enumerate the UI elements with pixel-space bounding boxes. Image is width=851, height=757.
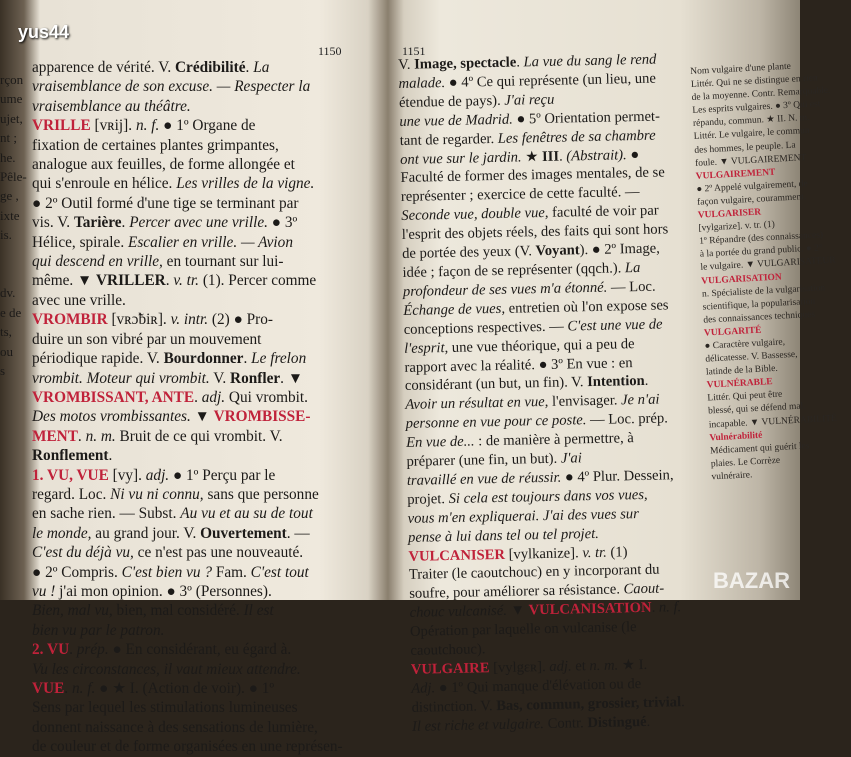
text-run: profondeur de ses vues m'a étonné. [402, 279, 608, 300]
text-run: Ni vu ni connu, [110, 485, 204, 503]
headword: MENT [32, 427, 78, 445]
text-run: représenter ; exercice de cette faculté. — [400, 184, 640, 206]
right-page-column [398, 50, 710, 737]
text-run: idée ; façon de se représenter (qqch.). [402, 260, 626, 281]
text-run: Tarière [73, 214, 122, 232]
text-run: considérant (un but, un fin). V. [404, 374, 588, 395]
text-line [32, 388, 350, 407]
text-run: . ▼ [280, 369, 303, 387]
text-run: n. f. [71, 680, 96, 697]
text-run: caoutchouc). [410, 641, 486, 659]
text-run: fixation de certaines plantes grimpantes, [32, 136, 279, 154]
margin-line: Littér. Le vulgaire, le commun [693, 126, 810, 143]
text-run: ▼ [506, 602, 529, 620]
text-run: Sens par lequel les stimulations lumineuses [32, 699, 298, 717]
margin-line: le vulgaire. ▼ VULGARISATEUR [700, 256, 837, 274]
text-run: vraisemblance au théâtre. [32, 97, 191, 115]
text-run: La [624, 259, 641, 277]
margin-line: [vylgarize]. v. tr. (1) [698, 219, 776, 234]
page-number-right: 1151 [402, 44, 426, 58]
text-run: Traiter (le caoutchouc) en y incorporant du [408, 562, 660, 584]
text-run: . [644, 373, 649, 390]
text-run: Hélice, spirale. [32, 233, 128, 251]
text-run: . [108, 447, 113, 465]
text-run: avec une vrille. [32, 291, 126, 309]
text-run: chouc vulcanisé. [409, 603, 508, 622]
margin-headword: VULGAIREMENT [695, 167, 776, 182]
headword: VROMBISSE- [213, 408, 311, 426]
margin-fragment: ujet, [0, 110, 23, 126]
margin-line: ● 2º Appelé vulgairement, de [696, 178, 808, 195]
text-run: Faculté de former des images mentales, de se [400, 164, 665, 187]
text-run: vu ! [32, 582, 56, 600]
text-line [32, 563, 350, 582]
text-line [32, 213, 350, 232]
text-line [32, 155, 350, 174]
text-run: . [64, 680, 72, 697]
text-run: J'ai reçu [504, 91, 555, 109]
text-line [32, 698, 350, 717]
text-run: Bas, commun, grossier, trivial [496, 694, 682, 714]
text-run: j'ai mon opinion. ● 3º (Personnes). [55, 582, 272, 600]
text-run: ★ I. [618, 656, 648, 674]
text-run: . — [286, 524, 310, 542]
text-line [32, 427, 350, 446]
text-line [32, 136, 350, 155]
text-run: — Loc. [607, 278, 656, 296]
text-line [32, 446, 350, 465]
headword: VULCANISER [408, 546, 506, 565]
text-run: même. ▼ [32, 272, 96, 290]
text-run: Escalier en vrille. — Avion [128, 233, 293, 251]
text-line [32, 660, 350, 679]
text-run: [vʀij]. [90, 117, 136, 135]
text-run: Seconde vue, double vue, [401, 205, 549, 225]
text-run: vrombit. Moteur qui vrombit. [32, 369, 210, 387]
text-run: : de manière à permettre, à [474, 430, 634, 450]
right-margin-column [690, 60, 838, 484]
text-run: qui descend en vrille, [32, 253, 163, 271]
text-run: ● 2º Compris. [32, 563, 122, 581]
text-run: [vʀɔ̃biʀ]. [107, 311, 171, 329]
headword: VROMBISSANT, ANTE [32, 388, 195, 406]
text-run: . [651, 599, 660, 617]
margin-line: délicatesse. V. Bassesse, [705, 349, 798, 365]
text-line [32, 349, 350, 368]
margin-line: à la portée du grand public. ● 2º [699, 243, 823, 261]
text-run: ● 4º Plur. Dessein, [561, 467, 674, 486]
text-line [32, 737, 350, 756]
text-run: et [571, 658, 590, 675]
text-run: le monde, [32, 524, 92, 542]
text-run: tant de regarder. [399, 130, 498, 149]
margin-line: Littér. Qui peut être [707, 389, 783, 404]
left-margin-fragment [0, 70, 26, 381]
text-line [32, 543, 350, 562]
text-run: v. tr. [582, 544, 607, 561]
text-line [32, 504, 350, 523]
margin-line: des hommes, le peuple. La [694, 140, 796, 156]
bazar-watermark: BAZAR [713, 568, 790, 593]
text-run: C'est bien vu ? [121, 563, 212, 581]
text-run: Crédibilité [175, 59, 246, 76]
text-run: donnent naissance à des sensations de lumière, [32, 718, 318, 736]
text-run: Fam. [212, 563, 251, 581]
text-line [32, 58, 350, 77]
text-run: vis. V. [32, 214, 74, 232]
text-run: ● 1º Perçu par le [169, 466, 276, 484]
text-run: III [541, 148, 560, 165]
text-run: Caout- [623, 580, 665, 598]
text-run: entretien où l'on expose ses [504, 297, 669, 317]
page-number-left: 1150 [318, 44, 342, 58]
text-run: . [77, 427, 86, 445]
headword: VULCANISATION [528, 600, 652, 619]
text-run: En vue de... [405, 433, 475, 452]
text-run: soufre, pour améliorer sa résistance. [409, 581, 624, 603]
text-line [32, 640, 350, 659]
text-run: bien vu par le patron. [32, 621, 165, 639]
text-run: analogue aux feuilles, de forme allongée et [32, 156, 295, 174]
text-run: Image, spectacle [413, 54, 517, 73]
text-run: (Abstrait). [566, 146, 627, 165]
text-run: Bien, mal vu, [32, 602, 113, 620]
text-run: adj. [549, 658, 572, 675]
margin-line: plaies. Le Corrèze [710, 455, 781, 470]
text-run: . [165, 272, 174, 290]
text-run: l'envisager. [548, 392, 622, 411]
text-run: pense à lui dans tel ou tel projet. [407, 525, 599, 546]
text-run: . [194, 388, 202, 406]
margin-fragment: is. [0, 227, 12, 243]
text-run: malade. [398, 74, 446, 92]
text-run: regard. Loc. [32, 485, 111, 503]
text-run: Adj. [411, 680, 436, 697]
text-run: C'est tout [250, 563, 309, 581]
text-run: Ronfler [230, 369, 281, 387]
text-run: La vue du sang le rend [523, 51, 657, 71]
text-run: projet. [407, 490, 449, 508]
text-run: — Loc. prép. [586, 410, 669, 429]
text-run: La [253, 59, 270, 76]
text-run: . [516, 54, 524, 71]
text-run: prép. [76, 641, 109, 659]
text-run: n. f. [135, 117, 160, 135]
headword: VRILLE [32, 117, 91, 135]
margin-line: répandu, commun. ★ II. N. m. [692, 113, 810, 130]
text-run: V. [398, 56, 415, 73]
text-run: n. m. [589, 657, 619, 675]
margin-line: 1º Répandre (des connaissances) [698, 230, 824, 247]
text-run: (1). Percer comme [199, 272, 317, 290]
text-run: (1) [606, 543, 628, 561]
text-run: personne en vue pour ce poste. [405, 412, 587, 433]
text-line [32, 252, 350, 271]
text-line [32, 679, 350, 698]
text-run: Percer avec une vrille. [129, 214, 268, 232]
text-run: Intention [586, 373, 645, 391]
margin-headword: VULGARITÉ [703, 325, 762, 339]
text-run: v. tr. [173, 272, 199, 290]
text-run: adj. [145, 466, 170, 484]
text-run: ● ★ I. (Action de voir). ● 1º [95, 680, 275, 697]
text-run: bien, mal considéré. [112, 602, 244, 620]
text-run: Il est riche et vulgaire. [411, 715, 545, 735]
margin-headword: VULNÉRABLE [706, 377, 773, 391]
text-run: . [69, 641, 77, 659]
headword: VULGAIRE [410, 660, 490, 678]
text-run: Si cela est toujours dans vos vues, [448, 486, 648, 507]
text-run: . [558, 148, 567, 165]
text-run: ● [626, 146, 640, 163]
text-line [32, 407, 350, 426]
text-run: périodique rapide. V. [32, 350, 164, 368]
text-line [32, 174, 350, 193]
text-line [32, 330, 350, 349]
text-run: en tournant sur lui- [162, 253, 284, 271]
text-run: Bruit de ce qui vrombit. V. [115, 427, 283, 445]
text-run: ▼ [190, 408, 214, 426]
text-run: préparer (une fin, un but). [406, 450, 562, 470]
headword: 1. VU, VUE [32, 466, 109, 484]
headword: VUE [32, 680, 65, 697]
text-line [32, 718, 350, 737]
margin-headword: VULGARISER [697, 207, 762, 221]
margin-fragment: nt ; [0, 130, 17, 146]
margin-line: incapable. ▼ VULNÉRABILITÉ [708, 413, 838, 431]
text-run: . [121, 214, 130, 232]
text-run: apparence de vérité. V. [32, 59, 175, 76]
text-run: Contr. [543, 714, 588, 732]
margin-fragment: Pêle- [0, 169, 27, 185]
text-run: Échange de vues, [403, 300, 506, 319]
text-run: Vu les circonstances, il vaut mieux attendre. [32, 660, 301, 678]
text-run: de portée des yeux (V. [401, 243, 536, 263]
text-run: vous m'en expliquerai. J'ai des vues sur [407, 505, 639, 527]
text-run: [vylkanize]. [504, 544, 583, 563]
margin-fragment: ixte [0, 207, 20, 223]
text-run: n. f. [658, 599, 682, 616]
text-run: ● 2º Outil formé d'une tige se terminant par [32, 194, 299, 212]
margin-line: latinde de la Bible. [705, 363, 779, 378]
margin-fragment: e de [0, 304, 22, 320]
margin-fragment: ou [0, 343, 13, 359]
text-run: Opération par laquelle on vulcanise (le [409, 619, 637, 641]
text-run: Il est [243, 602, 274, 620]
text-run: Le frelon [251, 350, 307, 368]
text-run: une vue théorique, qui a peu de [448, 335, 635, 356]
text-line [32, 485, 350, 504]
text-run: C'est du déjà vu, [32, 544, 134, 562]
margin-line: Médicament qui guérit les [709, 440, 810, 457]
text-run: duire un son vibré par un mouvement [32, 330, 262, 348]
text-run: Ronflement [32, 447, 109, 465]
text-run: ce n'est pas une nouveauté. [133, 544, 304, 562]
text-run: V. [209, 369, 231, 387]
margin-line: ● Caractère vulgaire, [704, 337, 786, 352]
text-run: Bourdonner [163, 350, 244, 368]
margin-line: vulnéraire. [711, 470, 753, 483]
text-run: Au vu et au su de tout [180, 505, 313, 523]
text-run: . [243, 350, 252, 368]
text-run: faculté de voir par [548, 202, 659, 222]
margin-line: des connaissances techniques [703, 309, 816, 326]
text-run: Distingué [587, 713, 647, 731]
text-line [32, 194, 350, 213]
text-run: Qui vrombit. [225, 388, 308, 406]
text-run: l'esprit, [403, 339, 449, 357]
margin-fragment: dv. [0, 285, 16, 301]
text-run: une vue de Madrid. [399, 111, 514, 130]
margin-fragment [0, 245, 26, 264]
text-run: travaillé en vue de réussir. [406, 469, 562, 489]
headword: VROMBIR [32, 311, 108, 329]
text-run: ont vue sur le jardin. [400, 148, 522, 168]
text-line [32, 621, 350, 640]
text-run: v. intr. [170, 311, 209, 329]
text-run: J'ai [560, 450, 582, 467]
margin-fragment: rçon [0, 72, 24, 87]
text-run: VRILLER [96, 272, 166, 290]
margin-fragment: he. [0, 149, 16, 165]
margin-line: façon vulgaire, couramment. [696, 192, 807, 208]
text-run: Les fenêtres de sa chambre [497, 127, 656, 147]
text-run: vraisemblance de son excuse. — Respecter la [32, 78, 311, 96]
text-run: Voyant [535, 242, 580, 260]
text-run: . [646, 713, 651, 730]
margin-fragment [0, 264, 26, 283]
text-run: ● 4º Ce qui représente (un lieu, une [445, 70, 657, 91]
text-line [32, 310, 350, 329]
text-run: ● 5º Orientation permet- [512, 108, 661, 128]
text-run: Je n'ai [620, 391, 660, 409]
text-run: ★ [521, 148, 543, 165]
text-line [32, 582, 350, 601]
text-run: Les vrilles de la vigne. [176, 175, 315, 193]
margin-headword: Vulnérabilité [709, 430, 763, 444]
text-run: de couleur et de forme organisées en une représen- [32, 738, 343, 756]
margin-line: Les esprits vulgaires. ● 3º Qui est [692, 99, 821, 117]
margin-fragment: ts, [0, 324, 12, 340]
margin-line: n. Spécialiste de la vulgarisation [701, 282, 826, 300]
margin-headword: VULGARISATION [701, 271, 783, 287]
text-run: distinction. V. [411, 697, 497, 716]
text-line [32, 601, 350, 620]
text-run: au grand jour. V. [91, 524, 201, 542]
text-run: C'est une vue de [567, 316, 663, 335]
margin-line: Littér. Qui ne se distingue en rien [690, 73, 818, 91]
text-run: . [680, 693, 685, 711]
text-run: adj. [201, 388, 226, 406]
margin-line: blessé, qui se défend mal. [707, 401, 806, 417]
text-run: étendue de pays). [398, 92, 505, 111]
text-run: ● 1º Organe de [159, 117, 256, 135]
text-run: ● En considérant, eu égard à. [108, 641, 292, 659]
text-line [32, 233, 350, 252]
margin-line: scientifique, la popularisation [702, 296, 816, 313]
text-run: . [245, 59, 254, 76]
text-line [32, 77, 350, 96]
text-run: ● 3º [267, 214, 298, 232]
text-line [32, 116, 350, 135]
text-run: n. m. [85, 427, 116, 445]
text-run: Des motos vrombissantes. [32, 408, 191, 426]
text-line [32, 369, 350, 388]
text-line [32, 524, 350, 543]
text-run: rapport avec la réalité. ● 3º En vue : en [404, 354, 633, 376]
text-run: Avoir un résultat en vue, [405, 394, 549, 414]
margin-line: Nom vulgaire d'une plante [690, 61, 792, 77]
text-line [32, 271, 350, 290]
margin-line: foule. ▼ VULGAIREMENT [694, 152, 807, 169]
text-run: qui s'enroule en hélice. [32, 175, 177, 193]
text-run: (2) ● Pro- [208, 311, 274, 329]
text-run: l'esprit des objets réels, des faits qui sont hors [401, 221, 669, 244]
text-line [32, 291, 350, 310]
text-line [32, 466, 350, 485]
text-run: conceptions respectives. — [403, 318, 568, 338]
headword: 2. VU [32, 641, 70, 659]
left-page-column [32, 58, 350, 757]
text-run: en sache rien. — Subst. [32, 505, 181, 523]
text-run: [vylgɛʀ]. [489, 658, 550, 677]
text-run: ● 1º Qui manque d'élévation ou de [435, 675, 642, 697]
margin-line: de la moyenne. Contr. Remarquable. [691, 85, 831, 104]
watermark-label: yus44 [18, 22, 70, 42]
text-run: sans que personne [203, 485, 319, 503]
text-line [32, 97, 350, 116]
margin-fragment: ge , [0, 188, 19, 204]
margin-fragment: s [0, 363, 6, 379]
text-run: Ouvertement [200, 524, 287, 542]
text-run: [vy]. [108, 466, 146, 484]
text-run: ). ● 2º Image, [579, 240, 661, 259]
margin-fragment: ume [0, 91, 23, 107]
